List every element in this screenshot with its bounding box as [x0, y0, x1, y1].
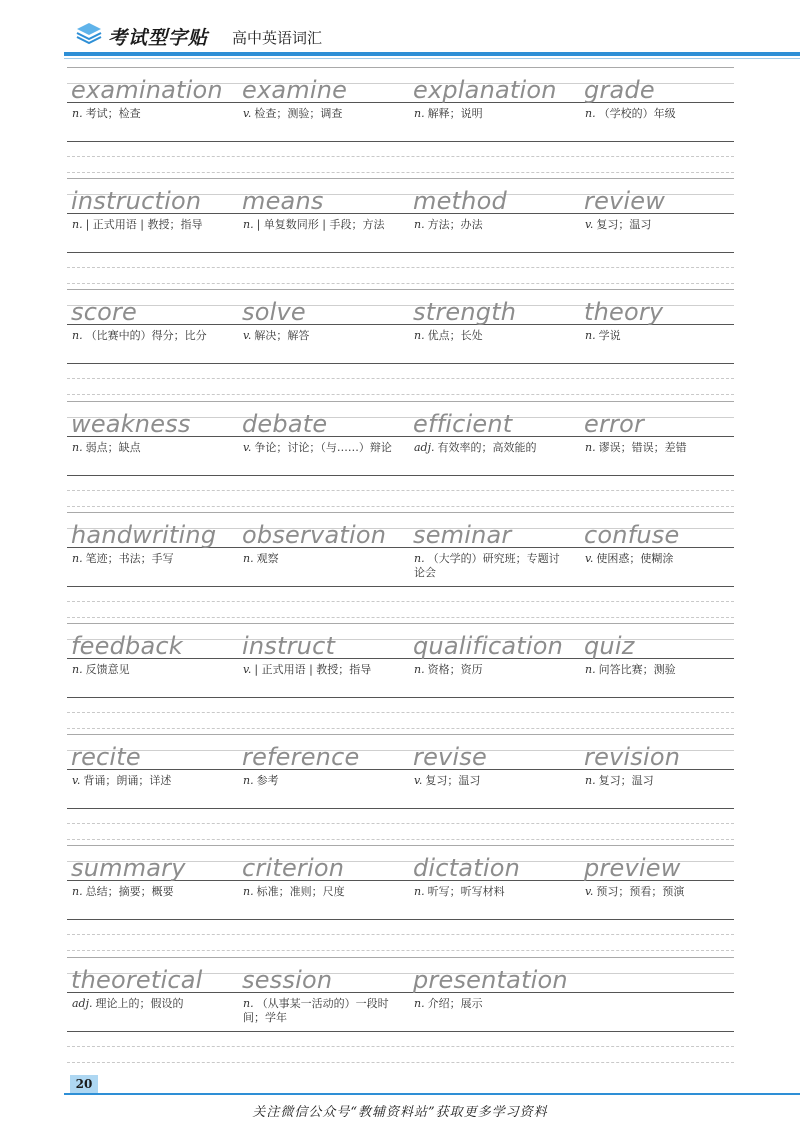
definition-text: （比赛中的）得分；比分 [85, 329, 207, 343]
definition-text: 问答比赛；测验 [598, 663, 676, 676]
tracing-word: reference [242, 743, 360, 772]
ruled-line [67, 845, 734, 846]
definition-text: 弱点；缺点 [85, 440, 141, 454]
header-divider [64, 52, 800, 56]
ruled-line [67, 617, 734, 618]
part-of-speech: n. [243, 218, 254, 232]
word-row [67, 401, 734, 512]
part-of-speech: n. [414, 996, 425, 1010]
ruled-line [67, 712, 734, 713]
word-definition [585, 329, 735, 343]
ruled-line [67, 378, 734, 379]
definition-text: 观察 [256, 551, 279, 565]
part-of-speech: v. [585, 218, 594, 232]
tracing-word: observation [242, 520, 387, 549]
word-row [67, 178, 734, 289]
part-of-speech: n. [414, 663, 425, 676]
word-row [67, 957, 734, 1068]
word-definition [414, 663, 564, 677]
ruled-line [67, 957, 734, 958]
part-of-speech: v. [72, 774, 81, 788]
part-of-speech: n. [414, 329, 425, 343]
word-row [67, 512, 734, 623]
word-definition [585, 218, 735, 232]
word-definition [585, 885, 735, 899]
part-of-speech: v. [243, 107, 252, 120]
word-row [67, 67, 734, 178]
ruled-line [67, 623, 734, 624]
ruled-line [67, 823, 734, 824]
part-of-speech: n. [243, 996, 254, 1010]
ruled-line [67, 808, 734, 809]
tracing-word: summary [71, 854, 186, 883]
part-of-speech: n. [585, 663, 596, 676]
definition-text: 考试；检查 [85, 107, 141, 120]
part-of-speech: n. [585, 329, 596, 343]
definition-text: 资格；资历 [427, 663, 483, 676]
part-of-speech: v. [585, 885, 594, 899]
definition-text: （大学的）研究班；专题讨论会 [414, 551, 560, 579]
part-of-speech: n. [243, 774, 254, 788]
brand-title: 考试型字贴 [108, 27, 209, 49]
definition-text: 使困惑；使糊涂 [596, 551, 674, 565]
word-definition [243, 441, 393, 455]
word-definition [243, 997, 393, 1025]
word-row [67, 845, 734, 956]
tracing-word: feedback [71, 632, 183, 660]
ruled-line [67, 950, 734, 951]
definition-text: 复习；温习 [598, 774, 654, 788]
part-of-speech: n. [72, 663, 83, 676]
part-of-speech: n. [72, 885, 83, 899]
part-of-speech: n. [585, 440, 596, 454]
tracing-word: review [584, 187, 666, 216]
word-row [67, 289, 734, 400]
definition-text: 有效率的；高效能的 [437, 440, 537, 454]
word-definition [414, 218, 564, 232]
definition-text: 方法；办法 [427, 218, 483, 232]
part-of-speech: n. [72, 218, 83, 232]
definition-text: 检查；测验；调查 [254, 107, 343, 120]
word-definition [72, 218, 222, 232]
ruled-line [67, 586, 734, 587]
part-of-speech: n. [72, 107, 83, 120]
ruled-line [67, 267, 734, 268]
ruled-line [67, 601, 734, 602]
page-number: 20 [70, 1075, 98, 1093]
part-of-speech: n. [72, 440, 83, 454]
word-definition [585, 774, 735, 788]
definition-text: （学校的）年级 [598, 107, 676, 120]
tracing-word: score [71, 298, 138, 327]
part-of-speech: n. [243, 885, 254, 899]
tracing-word: explanation [413, 76, 557, 104]
definition-text: 理论上的；假设的 [95, 996, 184, 1010]
definition-text: 争论；讨论；（与……）辩论 [254, 440, 392, 454]
definition-text: 介绍；展示 [427, 996, 483, 1010]
subject-title: 高中英语词汇 [232, 29, 323, 47]
definition-text: | 正式用语 | 教授；指导 [85, 218, 203, 232]
ruled-line [67, 697, 734, 698]
definition-text: 参考 [256, 774, 279, 788]
part-of-speech: n. [414, 218, 425, 232]
tracing-word: presentation [413, 965, 568, 994]
tracing-word: instruct [242, 632, 336, 660]
ruled-line [67, 919, 734, 920]
tracing-word: grade [584, 76, 655, 104]
ruled-line [67, 839, 734, 840]
word-definition [72, 774, 222, 788]
ruled-line [67, 401, 734, 402]
ruled-line [67, 178, 734, 179]
word-definition [243, 107, 393, 121]
ruled-line [67, 252, 734, 253]
ruled-line [67, 67, 734, 68]
word-row [67, 623, 734, 734]
word-definition [243, 329, 393, 343]
word-definition [585, 552, 735, 566]
part-of-speech: n. [414, 551, 425, 565]
part-of-speech: v. [243, 663, 252, 676]
tracing-word: strength [413, 298, 517, 327]
tracing-word: debate [242, 409, 328, 438]
ruled-line [67, 289, 734, 290]
ruled-line [67, 728, 734, 729]
part-of-speech: adj. [72, 996, 93, 1010]
part-of-speech: adj. [414, 440, 435, 454]
part-of-speech: n. [72, 329, 83, 343]
definition-text: 标准；准则；尺度 [256, 885, 345, 899]
word-definition [414, 441, 564, 455]
header-divider-thin [64, 58, 800, 59]
tracing-word: recite [71, 743, 141, 772]
word-definition [414, 774, 564, 788]
tracing-word: confuse [584, 520, 680, 549]
tracing-word: examine [242, 76, 348, 104]
definition-text: | 单复数同形 | 手段；方法 [256, 218, 385, 232]
word-definition [243, 663, 393, 677]
definition-text: 背诵；朗诵；详述 [83, 774, 172, 788]
tracing-word: session [242, 965, 333, 994]
tracing-word: revise [413, 743, 487, 772]
tracing-word: solve [242, 298, 306, 327]
part-of-speech: n. [414, 107, 425, 120]
tracing-word: preview [584, 854, 681, 883]
ruled-line [67, 156, 734, 157]
word-definition [243, 774, 393, 788]
definition-text: 复习；温习 [596, 218, 652, 232]
tracing-word: criterion [242, 854, 345, 883]
part-of-speech: v. [243, 440, 252, 454]
word-definition [72, 885, 222, 899]
word-definition [72, 997, 222, 1011]
word-definition [72, 441, 222, 455]
part-of-speech: v. [243, 329, 252, 343]
definition-text: 优点；长处 [427, 329, 483, 343]
book-stack-logo-icon [74, 20, 104, 46]
tracing-word: error [584, 409, 645, 438]
word-definition [414, 997, 564, 1011]
footer-divider [64, 1093, 800, 1095]
definition-text: 反馈意见 [85, 663, 130, 676]
ruled-line [67, 490, 734, 491]
definition-text: （从事某一活动的）一段时间；学年 [243, 996, 389, 1024]
word-definition [585, 107, 735, 121]
footer-note: 关注微信公众号“教辅资料站”获取更多学习资料 [252, 1105, 548, 1120]
ruled-line [67, 734, 734, 735]
definition-text: 解释；说明 [427, 107, 483, 120]
tracing-word: means [242, 187, 324, 216]
tracing-word: revision [584, 743, 681, 772]
definition-text: | 正式用语 | 教授；指导 [254, 663, 372, 676]
word-definition [414, 885, 564, 899]
word-definition [585, 441, 735, 455]
tracing-word: efficient [413, 409, 513, 438]
word-definition [72, 329, 222, 343]
ruled-line [67, 475, 734, 476]
definition-text: 学说 [598, 329, 621, 343]
tracing-word: theory [584, 298, 664, 327]
page-header [0, 0, 800, 60]
part-of-speech: v. [414, 774, 423, 788]
ruled-line [67, 141, 734, 142]
word-definition [243, 885, 393, 899]
tracing-word: instruction [71, 187, 202, 216]
word-definition [243, 218, 393, 232]
tracing-word: method [413, 187, 507, 216]
tracing-word: dictation [413, 854, 520, 883]
ruled-line [67, 172, 734, 173]
tracing-word: examination [71, 76, 223, 104]
part-of-speech: n. [243, 551, 254, 565]
definition-text: 笔迹；书法；手写 [85, 551, 174, 565]
word-definition [72, 663, 222, 677]
part-of-speech: n. [414, 885, 425, 899]
definition-text: 解决；解答 [254, 329, 310, 343]
tracing-word: theoretical [71, 965, 203, 994]
tracing-word: quiz [584, 632, 635, 660]
part-of-speech: n. [585, 774, 596, 788]
word-definition [414, 552, 564, 580]
word-definition [414, 107, 564, 121]
definition-text: 谬误；错误；差错 [598, 440, 687, 454]
tracing-word: seminar [413, 520, 512, 549]
part-of-speech: v. [585, 551, 594, 565]
tracing-word: handwriting [71, 520, 217, 549]
tracing-word: weakness [71, 409, 191, 438]
definition-text: 听写；听写材料 [427, 885, 505, 899]
ruled-line [67, 283, 734, 284]
ruled-line [67, 512, 734, 513]
ruled-line [67, 1031, 734, 1032]
ruled-line [67, 934, 734, 935]
ruled-line [67, 506, 734, 507]
ruled-line [67, 1062, 734, 1063]
ruled-line [67, 1046, 734, 1047]
part-of-speech: n. [585, 107, 596, 120]
part-of-speech: n. [72, 551, 83, 565]
ruled-line [67, 363, 734, 364]
tracing-word: qualification [413, 632, 564, 660]
word-row [67, 734, 734, 845]
word-definition [585, 663, 735, 677]
ruled-line [67, 394, 734, 395]
word-definition [72, 107, 222, 121]
word-definition [414, 329, 564, 343]
definition-text: 复习；温习 [425, 774, 481, 788]
word-definition [243, 552, 393, 566]
definition-text: 总结；摘要；概要 [85, 885, 174, 899]
definition-text: 预习；预看；预演 [596, 885, 685, 899]
word-definition [72, 552, 222, 566]
